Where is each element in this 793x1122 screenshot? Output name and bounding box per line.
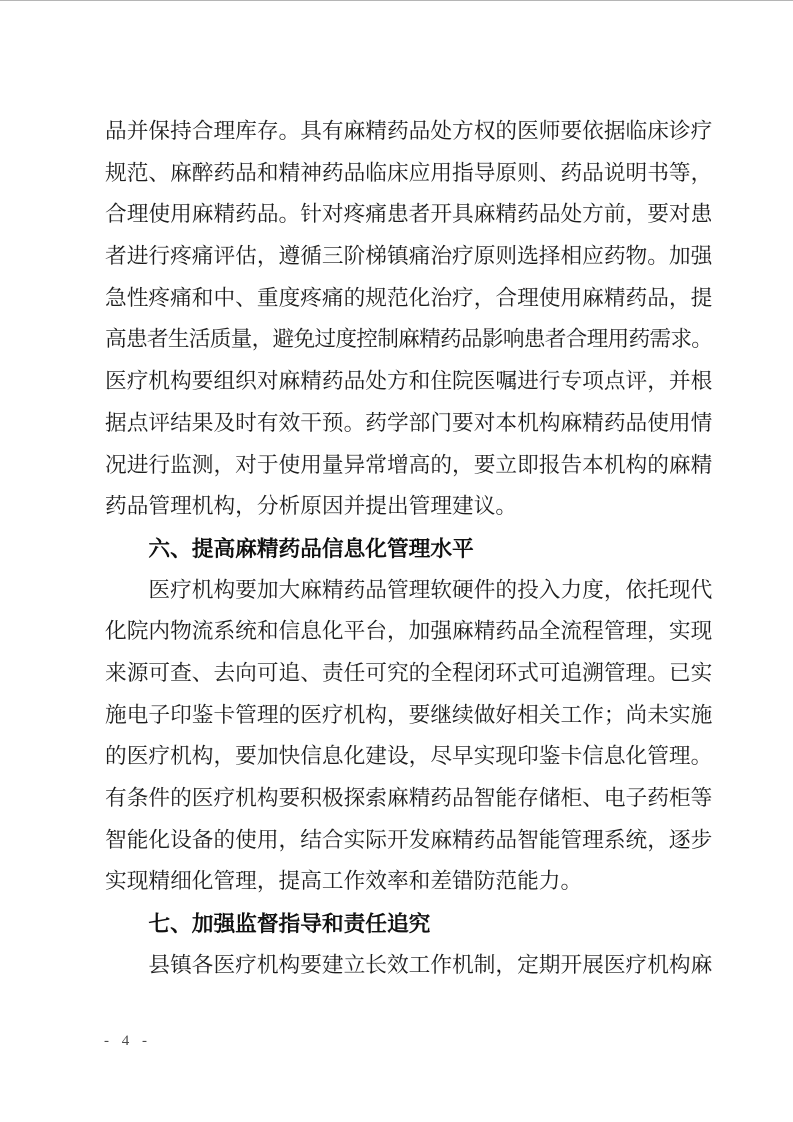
paragraph-line: 医疗机构要组织对麻精药品处方和住院医嘱进行专项点评，并根 [105, 369, 713, 394]
page-number: - 4 - [104, 1033, 152, 1049]
paragraph-line: 县镇各医疗机构要建立长效工作机制，定期开展医疗机构麻 [148, 952, 713, 977]
paragraph-line: 况进行监测，对于使用量异常增高的，要立即报告本机构的麻精 [105, 452, 713, 477]
paragraph-line: 高患者生活质量，避免过度控制麻精药品影响患者合理用药需求。 [105, 327, 713, 352]
paragraph-line: 施电子印鉴卡管理的医疗机构，要继续做好相关工作；尚未实施 [105, 702, 713, 727]
paragraph-line: 医疗机构要加大麻精药品管理软硬件的投入力度，依托现代 [148, 577, 713, 602]
paragraph-line: 品并保持合理库存。具有麻精药品处方权的医师要依据临床诊疗 [105, 119, 713, 143]
section-heading-6: 六、提高麻精药品信息化管理水平 [148, 535, 474, 561]
paragraph-line: 者进行疼痛评估，遵循三阶梯镇痛治疗原则选择相应药物。加强 [105, 244, 713, 269]
paragraph-line: 合理使用麻精药品。针对疼痛患者开具麻精药品处方前，要对患 [105, 202, 713, 227]
paragraph-line: 据点评结果及时有效干预。药学部门要对本机构麻精药品使用情 [105, 410, 713, 435]
paragraph-line: 来源可查、去向可追、责任可究的全程闭环式可追溯管理。已实 [105, 660, 713, 685]
paragraph-line: 急性疼痛和中、重度疼痛的规范化治疗，合理使用麻精药品，提 [105, 285, 713, 310]
page-body [105, 111, 717, 986]
paragraph-line: 实现精细化管理，提高工作效率和差错防范能力。 [105, 869, 583, 894]
section-heading-7: 七、加强监督指导和责任追究 [148, 911, 431, 937]
paragraph-line: 智能化设备的使用，结合实际开发麻精药品智能管理系统，逐步 [105, 827, 713, 852]
paragraph-line: 化院内物流系统和信息化平台，加强麻精药品全流程管理，实现 [105, 619, 713, 644]
paragraph-line: 有条件的医疗机构要积极探索麻精药品智能存储柜、电子药柜等 [105, 786, 713, 810]
paragraph-line: 规范、麻醉药品和精神药品临床应用指导原则、药品说明书等， [105, 160, 713, 185]
paragraph-line: 药品管理机构，分析原因并提出管理建议。 [105, 494, 518, 519]
paragraph-line: 的医疗机构，要加快信息化建设，尽早实现印鉴卡信息化管理。 [105, 744, 713, 769]
